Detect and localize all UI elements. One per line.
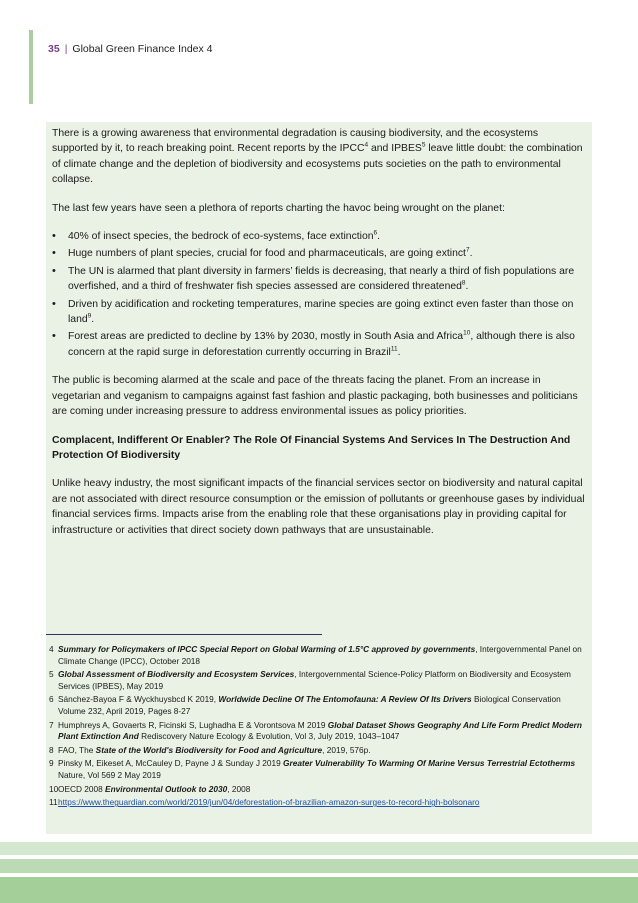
list-item-text: 40% of insect species, the bedrock of eco-systems, face extinction [68,231,374,243]
list-item-tail: . [469,248,473,260]
list-item [52,229,586,244]
document-title: Global Green Finance Index 4 [72,43,213,55]
intro-text-1: There is a growing awareness that environmental degradation is causing biodiversity, and the ecosystems supported by it, to reach breaking point. Recent reports by the IPCC [52,128,539,155]
guardian-link[interactable]: https://www.theguardian.com/world/2019/jun/04/deforestation-of-brazilian-amazon-surges-to-record-high-bolsonaro [58,797,480,808]
reports-paragraph: The last few years have seen a plethora of reports charting the havoc being wrought on the planet: [52,202,505,214]
footnote-title: Worldwide Decline Of The Entomofauna: A Review Of Its Drivers [218,694,472,705]
left-accent-rule [29,30,33,104]
footnote-text: , 2019, 576p. [322,744,371,755]
content-panel [46,122,592,834]
footnote-text: Rediscovery Nature Ecology & Evolution, Vol 3, July 2019, 1043–1047 [138,731,400,742]
list-item-text: Forest areas are predicted to decline by 13% by 2030, mostly in South Asia and Africa [68,331,464,343]
footnote-text: , Intergovernmental Panel on Climate Change (IPCC), October 2018 [58,644,582,666]
footnote-number: 9 [49,758,54,769]
footer-stripe-dark [0,877,638,903]
footnote-ref-9[interactable]: 9 [87,312,92,320]
footnote-ref-8[interactable]: 8 [461,279,466,287]
list-item-text: The UN is alarmed that plant diversity in farmers’ fields is decreasing, that nearly a third of fish populations are overfished, and a third of freshwater fish species assessed are considered threatened [68,265,575,293]
footnote-text: , 2008 [227,783,251,794]
public-paragraph: The public is becoming alarmed at the scale and pace of the threats facing the planet. From an increase in vegetarian and veganism to campaigns against fast fashion and plastic packaging, both businesses and politicians are coming under increasing pressure to address environmental issues as policy priorities. [52,375,578,418]
footnote-ref-7[interactable]: 7 [465,246,470,254]
footnote-divider [46,634,322,635]
list-item-text: Driven by acidification and rocketing temperatures, marine species are going extinct even faster than those on land [68,298,574,326]
page-header [48,43,213,55]
body-text [52,126,586,551]
footnote-ref-11[interactable]: 11 [390,345,398,353]
intro-text-2: and IPBES [368,143,422,155]
list-item-tail: . [91,314,95,326]
footnote-8 [49,745,589,757]
footnote-ref-10[interactable]: 10 [463,330,471,337]
footnote-5 [49,669,589,692]
footnote-title: Global Dataset Shows Geography And Life Form Predict Modern Plant Extinction And [58,719,582,742]
footnote-number: 10 [49,783,59,794]
intro-text-3: leave little doubt: the combination of climate change and the depletion of biodiversity and ecosystems puts societies on the path to environmental collapse. [52,143,583,186]
footnote-number: 8 [49,744,54,755]
footnote-title: Summary for Policymakers of IPCC Special Report on Global Warming of 1.5°C approved by governments [58,644,476,654]
threat-list [52,229,586,360]
footnote-text: Nature, Vol 569 2 May 2019 [58,769,161,780]
footnote-authors: Humphreys A, Govaerts R, Ficinski S, Lughadha E & Vorontsova M 2019 [58,719,328,730]
section-heading: Complacent, Indifferent Or Enabler? The Role Of Financial Systems And Services In The Destruction And Protection Of Biodiversity [52,434,571,461]
list-item [52,246,586,261]
footnote-number: 11 [49,797,58,808]
footnote-number: 6 [49,694,54,705]
footnote-10 [49,784,589,796]
footnote-title: Greater Vulnerability To Warming Of Marine Versus Terrestrial Ectotherms [283,758,576,769]
footnote-7 [49,720,589,743]
footer-stripe-light [0,842,638,855]
list-item-tail: . [465,281,469,293]
list-item-text: Huge numbers of plant species, crucial for food and pharmaceuticals, are going extinct [68,248,466,260]
footnote-title: State of the World's Biodiversity for Food and Agriculture [95,744,323,755]
footnote-ref-6[interactable]: 6 [373,229,378,237]
footnote-4 [49,644,589,667]
list-item-tail: . [397,346,401,358]
page-number: 35 [48,43,60,55]
footnote-number: 4 [49,644,54,654]
footnote-11 [49,797,589,809]
footnote-text: , Intergovernmental Science-Policy Platform on Biodiversity and Ecosystem Services (IPBES), May 2019 [58,669,571,691]
footnote-9 [49,758,589,781]
footnote-number: 7 [49,719,54,730]
list-item-text: , although there is also concern at the rapid surge in deforestation currently occurring in Brazil [68,331,575,358]
footnote-number: 5 [49,669,54,680]
footnote-authors: FAO, The [58,744,96,755]
footnote-title: Environmental Outlook to 2030 [105,783,228,794]
footnote-title: Global Assessment of Biodiversity and Ecosystem Services [58,669,295,680]
list-item [52,297,586,328]
footer-stripe-medium [0,859,638,873]
footnote-6 [49,694,589,717]
footnotes [49,644,589,811]
intro-paragraph [52,126,586,188]
footnote-authors: Sánchez-Bayoa F & Wyckhuysbcd K 2019, [58,694,219,705]
list-item [52,329,586,360]
footnote-ref-5[interactable]: 5 [421,141,426,149]
footnote-ref-4[interactable]: 4 [364,141,369,149]
industry-paragraph: Unlike heavy industry, the most significant impacts of the financial services sector on biodiversity and natural capital are not associated with direct resource consumption or the emission of pollutants or greenhouse gases by individual financial services firms. Impacts arise from the enabling role that these organisations play in providing capital for infrastructure or activities that direct society down pathways that are unsustainable. [52,478,585,536]
footnote-authors: OECD 2008 [58,783,106,794]
list-item [52,264,586,295]
footnote-text: Biological Conservation Volume 232, April 2019, Pages 8-27 [58,694,561,716]
footnote-authors: Pinsky M, Eikeset A, McCauley D, Payne J & Sunday J 2019 [58,758,284,769]
list-item-tail: . [377,231,381,243]
header-separator: | [64,43,68,55]
